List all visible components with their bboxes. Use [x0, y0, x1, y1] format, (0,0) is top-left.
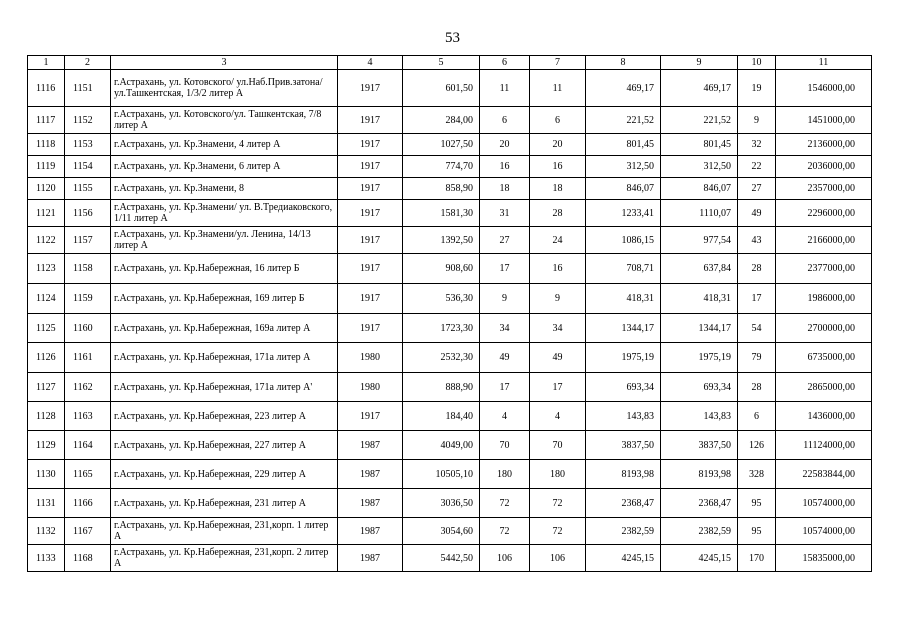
- count-c-cell: 95: [738, 489, 776, 518]
- row-number-cell: 1133: [28, 545, 65, 572]
- count-a-cell: 72: [480, 518, 530, 545]
- table-row: [28, 460, 872, 489]
- value-cell: 10574000,00: [776, 518, 872, 545]
- year-built-cell: 1987: [338, 431, 403, 460]
- count-c-cell: 28: [738, 254, 776, 284]
- count-a-cell: 9: [480, 284, 530, 314]
- value-cell: 1451000,00: [776, 107, 872, 134]
- register-number-cell: 1157: [65, 227, 111, 254]
- row-number-cell: 1116: [28, 70, 65, 107]
- table-row: [28, 284, 872, 314]
- count-b-cell: 106: [530, 545, 586, 572]
- address-cell: г.Астрахань, ул. Кр.Набережная, 229 литер А: [111, 460, 338, 489]
- area-a-cell: 2382,59: [586, 518, 661, 545]
- year-built-cell: 1917: [338, 178, 403, 200]
- count-a-cell: 18: [480, 178, 530, 200]
- count-c-cell: 54: [738, 314, 776, 343]
- area-b-cell: 143,83: [661, 402, 738, 431]
- area-b-cell: 1344,17: [661, 314, 738, 343]
- row-number-cell: 1131: [28, 489, 65, 518]
- count-b-cell: 16: [530, 156, 586, 178]
- area-b-cell: 846,07: [661, 178, 738, 200]
- row-number-cell: 1125: [28, 314, 65, 343]
- row-number-cell: 1120: [28, 178, 65, 200]
- table-row: [28, 545, 872, 572]
- area-b-cell: 693,34: [661, 373, 738, 402]
- row-number-cell: 1119: [28, 156, 65, 178]
- count-c-cell: 6: [738, 402, 776, 431]
- area-a-cell: 3837,50: [586, 431, 661, 460]
- count-c-cell: 43: [738, 227, 776, 254]
- area-b-cell: 4245,15: [661, 545, 738, 572]
- total-area-cell: 1392,50: [403, 227, 480, 254]
- total-area-cell: 10505,10: [403, 460, 480, 489]
- value-cell: 15835000,00: [776, 545, 872, 572]
- area-a-cell: 143,83: [586, 402, 661, 431]
- year-built-cell: 1917: [338, 134, 403, 156]
- total-area-cell: 3036,50: [403, 489, 480, 518]
- value-cell: 2296000,00: [776, 200, 872, 227]
- address-cell: г.Астрахань, ул. Кр.Набережная, 231 литер А: [111, 489, 338, 518]
- year-built-cell: 1987: [338, 489, 403, 518]
- column-header: 5: [403, 56, 480, 70]
- table-row: [28, 200, 872, 227]
- count-a-cell: 6: [480, 107, 530, 134]
- value-cell: 2700000,00: [776, 314, 872, 343]
- column-header: 2: [65, 56, 111, 70]
- count-b-cell: 49: [530, 343, 586, 373]
- total-area-cell: 5442,50: [403, 545, 480, 572]
- address-cell: г.Астрахань, ул. Котовского/ул. Ташкентская, 7/8 литер А: [111, 107, 338, 134]
- address-cell: г.Астрахань, ул. Кр.Набережная, 231,корп. 2 литер А: [111, 545, 338, 572]
- count-c-cell: 19: [738, 70, 776, 107]
- count-b-cell: 72: [530, 489, 586, 518]
- total-area-cell: 774,70: [403, 156, 480, 178]
- area-a-cell: 469,17: [586, 70, 661, 107]
- total-area-cell: 1581,30: [403, 200, 480, 227]
- total-area-cell: 4049,00: [403, 431, 480, 460]
- area-a-cell: 1086,15: [586, 227, 661, 254]
- count-a-cell: 4: [480, 402, 530, 431]
- header-row: [28, 56, 872, 70]
- table-row: [28, 518, 872, 545]
- count-b-cell: 6: [530, 107, 586, 134]
- count-c-cell: 49: [738, 200, 776, 227]
- column-header: 4: [338, 56, 403, 70]
- count-c-cell: 28: [738, 373, 776, 402]
- register-number-cell: 1154: [65, 156, 111, 178]
- year-built-cell: 1917: [338, 200, 403, 227]
- year-built-cell: 1917: [338, 107, 403, 134]
- row-number-cell: 1128: [28, 402, 65, 431]
- count-a-cell: 72: [480, 489, 530, 518]
- count-a-cell: 11: [480, 70, 530, 107]
- area-b-cell: 3837,50: [661, 431, 738, 460]
- year-built-cell: 1980: [338, 343, 403, 373]
- area-b-cell: 637,84: [661, 254, 738, 284]
- total-area-cell: 908,60: [403, 254, 480, 284]
- count-a-cell: 17: [480, 373, 530, 402]
- count-c-cell: 32: [738, 134, 776, 156]
- row-number-cell: 1130: [28, 460, 65, 489]
- count-a-cell: 106: [480, 545, 530, 572]
- address-cell: г.Астрахань, ул. Кр.Знамени, 6 литер А: [111, 156, 338, 178]
- value-cell: 11124000,00: [776, 431, 872, 460]
- table-row: [28, 134, 872, 156]
- value-cell: 2166000,00: [776, 227, 872, 254]
- value-cell: 1986000,00: [776, 284, 872, 314]
- address-cell: г.Астрахань, ул. Котовского/ ул.Наб.Прив.затона/ ул.Ташкентская, 1/3/2 литер А: [111, 70, 338, 107]
- total-area-cell: 601,50: [403, 70, 480, 107]
- count-b-cell: 70: [530, 431, 586, 460]
- count-a-cell: 34: [480, 314, 530, 343]
- area-a-cell: 221,52: [586, 107, 661, 134]
- address-cell: г.Астрахань, ул. Кр.Набережная, 171а литер А': [111, 373, 338, 402]
- register-number-cell: 1153: [65, 134, 111, 156]
- table-row: [28, 254, 872, 284]
- table-row: [28, 431, 872, 460]
- address-cell: г.Астрахань, ул. Кр.Знамени, 8: [111, 178, 338, 200]
- area-b-cell: 2382,59: [661, 518, 738, 545]
- count-a-cell: 31: [480, 200, 530, 227]
- count-c-cell: 328: [738, 460, 776, 489]
- table-row: [28, 314, 872, 343]
- column-header: 3: [111, 56, 338, 70]
- table-row: [28, 156, 872, 178]
- row-number-cell: 1121: [28, 200, 65, 227]
- register-number-cell: 1167: [65, 518, 111, 545]
- address-cell: г.Астрахань, ул. Кр.Набережная, 16 литер Б: [111, 254, 338, 284]
- area-a-cell: 8193,98: [586, 460, 661, 489]
- table-row: [28, 343, 872, 373]
- address-cell: г.Астрахань, ул. Кр.Набережная, 169а литер А: [111, 314, 338, 343]
- register-number-cell: 1156: [65, 200, 111, 227]
- row-number-cell: 1124: [28, 284, 65, 314]
- year-built-cell: 1987: [338, 545, 403, 572]
- column-header: 6: [480, 56, 530, 70]
- count-c-cell: 95: [738, 518, 776, 545]
- register-number-cell: 1151: [65, 70, 111, 107]
- area-b-cell: 1110,07: [661, 200, 738, 227]
- area-a-cell: 1233,41: [586, 200, 661, 227]
- count-b-cell: 24: [530, 227, 586, 254]
- area-a-cell: 693,34: [586, 373, 661, 402]
- area-a-cell: 4245,15: [586, 545, 661, 572]
- value-cell: 2357000,00: [776, 178, 872, 200]
- area-a-cell: 801,45: [586, 134, 661, 156]
- table-row: [28, 107, 872, 134]
- column-header: 10: [738, 56, 776, 70]
- area-b-cell: 469,17: [661, 70, 738, 107]
- total-area-cell: 1723,30: [403, 314, 480, 343]
- row-number-cell: 1123: [28, 254, 65, 284]
- area-b-cell: 977,54: [661, 227, 738, 254]
- count-b-cell: 28: [530, 200, 586, 227]
- year-built-cell: 1980: [338, 373, 403, 402]
- column-header: 1: [28, 56, 65, 70]
- year-built-cell: 1987: [338, 518, 403, 545]
- register-number-cell: 1159: [65, 284, 111, 314]
- register-number-cell: 1160: [65, 314, 111, 343]
- register-number-cell: 1152: [65, 107, 111, 134]
- area-a-cell: 708,71: [586, 254, 661, 284]
- register-number-cell: 1158: [65, 254, 111, 284]
- count-c-cell: 17: [738, 284, 776, 314]
- table-row: [28, 227, 872, 254]
- table-row: [28, 489, 872, 518]
- column-header: 9: [661, 56, 738, 70]
- register-number-cell: 1162: [65, 373, 111, 402]
- table-row: [28, 402, 872, 431]
- count-a-cell: 49: [480, 343, 530, 373]
- value-cell: 2865000,00: [776, 373, 872, 402]
- address-cell: г.Астрахань, ул. Кр.Набережная, 231,корп. 1 литер А: [111, 518, 338, 545]
- count-b-cell: 9: [530, 284, 586, 314]
- row-number-cell: 1122: [28, 227, 65, 254]
- row-number-cell: 1117: [28, 107, 65, 134]
- count-a-cell: 16: [480, 156, 530, 178]
- address-cell: г.Астрахань, ул. Кр.Набережная, 223 литер А: [111, 402, 338, 431]
- register-number-cell: 1166: [65, 489, 111, 518]
- value-cell: 22583844,00: [776, 460, 872, 489]
- area-b-cell: 418,31: [661, 284, 738, 314]
- area-b-cell: 8193,98: [661, 460, 738, 489]
- count-b-cell: 18: [530, 178, 586, 200]
- count-c-cell: 79: [738, 343, 776, 373]
- count-a-cell: 70: [480, 431, 530, 460]
- row-number-cell: 1127: [28, 373, 65, 402]
- area-a-cell: 1344,17: [586, 314, 661, 343]
- register-number-cell: 1164: [65, 431, 111, 460]
- count-a-cell: 17: [480, 254, 530, 284]
- value-cell: 2036000,00: [776, 156, 872, 178]
- count-a-cell: 27: [480, 227, 530, 254]
- count-b-cell: 4: [530, 402, 586, 431]
- value-cell: 1436000,00: [776, 402, 872, 431]
- total-area-cell: 888,90: [403, 373, 480, 402]
- year-built-cell: 1917: [338, 402, 403, 431]
- count-c-cell: 170: [738, 545, 776, 572]
- count-c-cell: 9: [738, 107, 776, 134]
- year-built-cell: 1917: [338, 156, 403, 178]
- column-header: 11: [776, 56, 872, 70]
- table-row: [28, 70, 872, 107]
- total-area-cell: 2532,30: [403, 343, 480, 373]
- address-cell: г.Астрахань, ул. Кр.Набережная, 227 литер А: [111, 431, 338, 460]
- year-built-cell: 1917: [338, 284, 403, 314]
- count-a-cell: 20: [480, 134, 530, 156]
- year-built-cell: 1917: [338, 70, 403, 107]
- value-cell: 2377000,00: [776, 254, 872, 284]
- value-cell: 6735000,00: [776, 343, 872, 373]
- total-area-cell: 858,90: [403, 178, 480, 200]
- register-number-cell: 1155: [65, 178, 111, 200]
- row-number-cell: 1129: [28, 431, 65, 460]
- row-number-cell: 1126: [28, 343, 65, 373]
- total-area-cell: 3054,60: [403, 518, 480, 545]
- count-b-cell: 16: [530, 254, 586, 284]
- area-b-cell: 312,50: [661, 156, 738, 178]
- page-number: 53: [445, 30, 460, 46]
- count-c-cell: 22: [738, 156, 776, 178]
- total-area-cell: 536,30: [403, 284, 480, 314]
- area-b-cell: 801,45: [661, 134, 738, 156]
- row-number-cell: 1118: [28, 134, 65, 156]
- count-b-cell: 20: [530, 134, 586, 156]
- register-number-cell: 1163: [65, 402, 111, 431]
- total-area-cell: 284,00: [403, 107, 480, 134]
- year-built-cell: 1917: [338, 254, 403, 284]
- count-c-cell: 126: [738, 431, 776, 460]
- column-header: 7: [530, 56, 586, 70]
- column-header: 8: [586, 56, 661, 70]
- count-b-cell: 34: [530, 314, 586, 343]
- address-cell: г.Астрахань, ул. Кр.Набережная, 169 литер Б: [111, 284, 338, 314]
- total-area-cell: 1027,50: [403, 134, 480, 156]
- register-number-cell: 1161: [65, 343, 111, 373]
- value-cell: 10574000,00: [776, 489, 872, 518]
- address-cell: г.Астрахань, ул. Кр.Знамени/ул. Ленина, 14/13 литер А: [111, 227, 338, 254]
- count-c-cell: 27: [738, 178, 776, 200]
- area-b-cell: 2368,47: [661, 489, 738, 518]
- address-cell: г.Астрахань, ул. Кр.Знамени, 4 литер А: [111, 134, 338, 156]
- total-area-cell: 184,40: [403, 402, 480, 431]
- value-cell: 1546000,00: [776, 70, 872, 107]
- count-b-cell: 17: [530, 373, 586, 402]
- address-cell: г.Астрахань, ул. Кр.Знамени/ ул. В.Тредиаковского, 1/11 литер А: [111, 200, 338, 227]
- property-register-table: [27, 55, 872, 572]
- register-number-cell: 1165: [65, 460, 111, 489]
- count-a-cell: 180: [480, 460, 530, 489]
- value-cell: 2136000,00: [776, 134, 872, 156]
- table-row: [28, 178, 872, 200]
- area-a-cell: 1975,19: [586, 343, 661, 373]
- year-built-cell: 1917: [338, 227, 403, 254]
- area-a-cell: 2368,47: [586, 489, 661, 518]
- area-b-cell: 1975,19: [661, 343, 738, 373]
- count-b-cell: 180: [530, 460, 586, 489]
- address-cell: г.Астрахань, ул. Кр.Набережная, 171а литер А: [111, 343, 338, 373]
- register-number-cell: 1168: [65, 545, 111, 572]
- area-a-cell: 418,31: [586, 284, 661, 314]
- row-number-cell: 1132: [28, 518, 65, 545]
- table-row: [28, 373, 872, 402]
- year-built-cell: 1917: [338, 314, 403, 343]
- count-b-cell: 72: [530, 518, 586, 545]
- area-a-cell: 312,50: [586, 156, 661, 178]
- area-a-cell: 846,07: [586, 178, 661, 200]
- year-built-cell: 1987: [338, 460, 403, 489]
- count-b-cell: 11: [530, 70, 586, 107]
- area-b-cell: 221,52: [661, 107, 738, 134]
